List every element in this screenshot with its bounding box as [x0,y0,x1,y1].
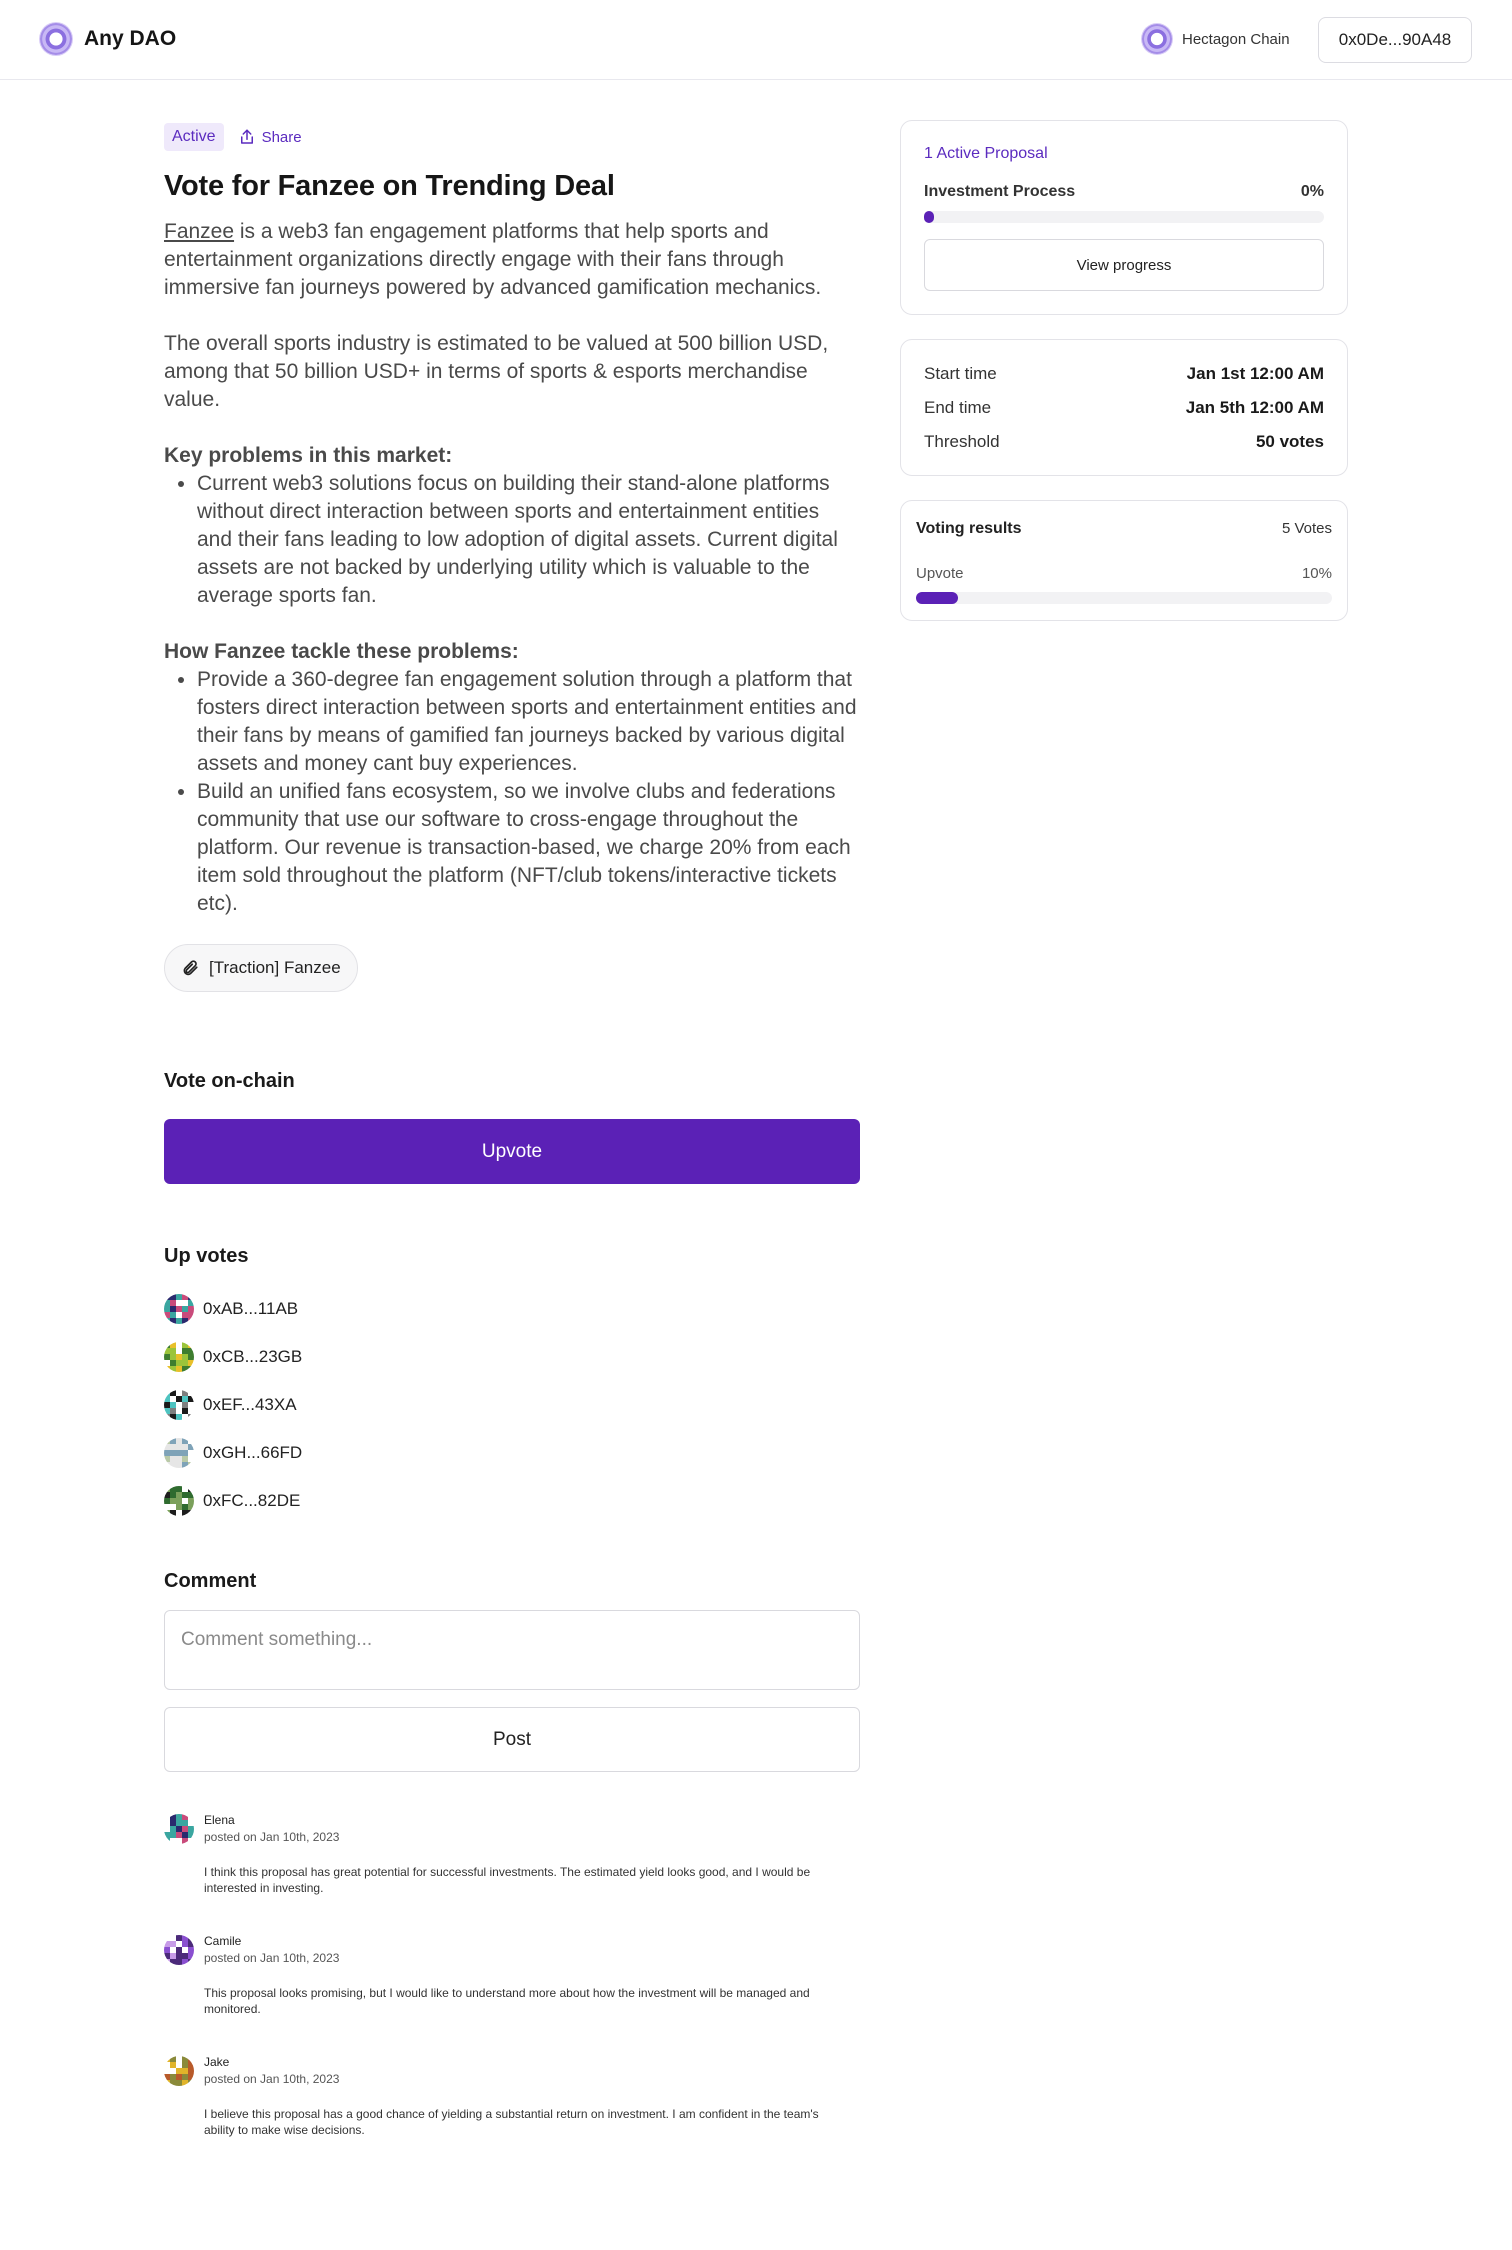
results-progress-fill [916,592,958,604]
share-icon [238,128,256,146]
threshold-label: Threshold [924,432,1000,451]
results-option-percent: 10% [1301,565,1332,582]
results-vote-count: 5 Votes [1281,520,1332,537]
comment-date: posted on Jan 10th, 2023 [204,1951,340,1965]
avatar [164,1486,194,1516]
avatar [164,1438,194,1468]
problems-heading: Key problems in this market: [164,444,453,467]
share-button[interactable] [238,128,302,146]
avatar [164,1935,194,1965]
avatar [164,1390,194,1420]
voting-results-card [900,500,1348,621]
avatar [164,2056,194,2086]
status-row [164,122,860,152]
fanzee-link[interactable]: Fanzee [164,220,235,243]
logo-icon [40,23,72,55]
end-time-value: Jan 5th 12:00 AM [1185,398,1324,417]
problems-list [197,470,860,610]
attachment-label: [Traction] Fanzee [209,958,341,977]
list-item[interactable] [164,1381,564,1429]
voter-address: 0xCB...23GB [203,1347,303,1366]
results-option-label: Upvote [916,565,964,582]
comment-author: Camile [204,1934,242,1948]
intro-text: is a web3 fan engagement platforms that help sports and entertainment organizations directly engage with their fans through immersive fan journeys powered by advanced gamification mechanics. [164,220,822,299]
list-item: • Current web3 solutions focus on building their stand-alone platforms without direct interaction between sports and entertainment entities and their fans leading to low adoption of digital assets. Current digital assets are not backed by underlying utility which is valuable to the average sports fan. [197,470,860,610]
upvotes-heading: Up votes [164,1245,249,1267]
list-item[interactable] [164,1477,564,1525]
comment-item [164,1813,860,1934]
solutions-list [197,666,860,918]
avatar [164,1294,194,1324]
start-time-row [924,364,1324,384]
comment-text: I believe this proposal has a good chance of yielding a substantial return on investment. I am confident in the team's ability to make wise decisions. [204,2107,819,2137]
comment-text: This proposal looks promising, but I would like to understand more about how the investment will be managed and monitored. [204,1986,810,2016]
process-percent: 0% [1300,183,1324,200]
voter-list [164,1285,564,1525]
chain-name: Hectagon Chain [1182,30,1290,48]
list-item: • Build an unified fans ecosystem, so we involve clubs and federations community that use our software to cross-engage throughout the platform. Our revenue is transaction-based, we charge 20% from each item sold throughout the platform (NFT/club tokens/interactive tickets etc). [197,778,860,918]
comment-list [164,1813,860,2176]
chain-icon [1142,24,1172,54]
avatar [164,1814,194,1844]
comment-heading: Comment [164,1570,257,1592]
process-progress-bar [924,211,1324,223]
voter-address: 0xGH...66FD [203,1443,303,1462]
post-button[interactable]: Post [164,1707,860,1772]
threshold-value: 50 votes [1255,432,1324,451]
voter-address: 0xEF...43XA [203,1395,297,1414]
comment-input[interactable] [164,1610,860,1690]
view-progress-button[interactable]: View progress [924,239,1324,291]
results-progress-bar [916,592,1332,604]
proposal-description [164,218,860,918]
proposal-content [164,122,860,992]
voter-address: 0xFC...82DE [203,1491,301,1510]
list-item: • Provide a 360-degree fan engagement solution through a platform that fosters direct interaction between sports and entertainment entities and their fans by means of gamified fan journeys backed by various digital assets and money cant buy experiences. [197,666,860,778]
status-badge: Active [164,123,224,151]
process-label: Investment Process [924,183,1076,200]
brand[interactable] [40,23,176,55]
start-time-value: Jan 1st 12:00 AM [1186,364,1324,383]
comment-text: I think this proposal has great potential for successful investments. The estimated yield looks good, and I would be interested in investing. [204,1865,811,1895]
avatar [164,1342,194,1372]
top-bar [0,0,1512,80]
vote-heading: Vote on-chain [164,1070,295,1092]
list-item[interactable] [164,1285,564,1333]
voter-address: 0xAB...11AB [203,1299,299,1318]
list-item[interactable] [164,1429,564,1477]
schedule-card [900,339,1348,476]
comment-item [164,1934,860,2055]
paperclip-icon [181,959,199,977]
proposal-title: Vote for Fanzee on Trending Deal [164,170,615,202]
attachment-chip[interactable] [164,944,358,992]
upvote-button[interactable]: Upvote [164,1119,860,1184]
process-progress-fill [924,211,934,223]
market-paragraph: The overall sports industry is estimated to be valued at 500 billion USD, among that 50 billion USD+ in terms of sports & esports merchandise value. [164,332,829,411]
comment-author: Jake [204,2055,230,2069]
solutions-heading: How Fanzee tackle these problems: [164,640,519,663]
end-time-row [924,398,1324,418]
comment-author: Elena [204,1813,235,1827]
wallet-address-button[interactable]: 0x0De...90A48 [1318,17,1472,63]
comment-date: posted on Jan 10th, 2023 [204,1830,340,1844]
threshold-row [924,432,1324,452]
comment-date: posted on Jan 10th, 2023 [204,2072,340,2086]
progress-card [900,120,1348,315]
end-time-label: End time [924,398,992,417]
intro-paragraph [164,218,860,302]
results-title: Voting results [916,520,1022,537]
comment-item [164,2055,860,2176]
active-proposal-link[interactable]: 1 Active Proposal [924,145,1048,162]
share-label: Share [261,128,302,146]
list-item[interactable] [164,1333,564,1381]
chain-selector[interactable] [1142,24,1290,54]
app-name: Any DAO [84,27,177,50]
start-time-label: Start time [924,364,997,383]
